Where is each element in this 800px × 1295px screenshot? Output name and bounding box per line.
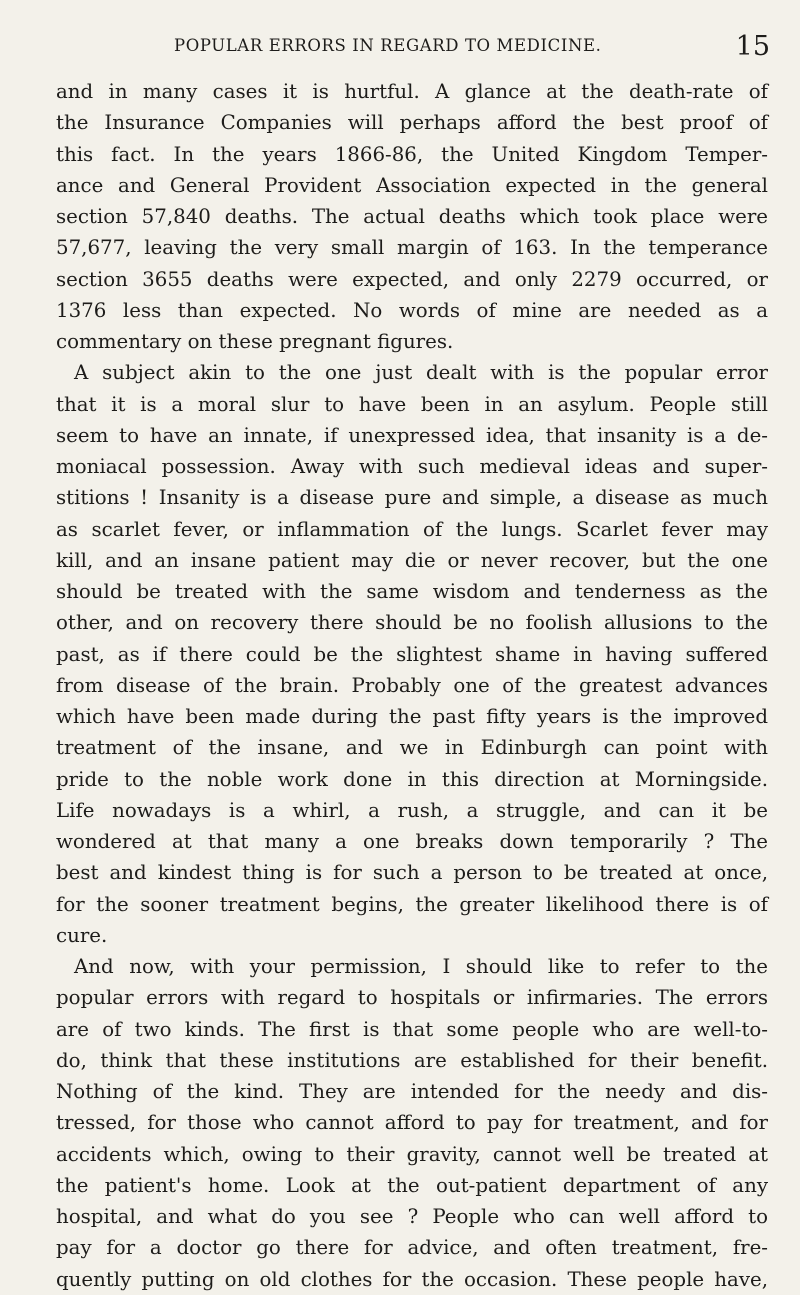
- text-line: as scarlet fever, or inflammation of the lungs. Scarlet fever may: [56, 517, 768, 541]
- text-line: 1376 less than expected. No words of mine are needed as a: [56, 298, 768, 322]
- text-line: A subject akin to the one just dealt with is the popular error: [74, 361, 768, 385]
- running-title: POPULAR ERRORS IN REGARD TO MEDICINE.: [174, 36, 602, 55]
- text-line: seem to have an innate, if unexpressed idea, that insanity is a de-: [56, 423, 768, 447]
- text-line: which have been made during the past fifty years is the improved: [56, 705, 768, 728]
- text-line: stitions ! Insanity is a disease pure and simple, a disease as much: [56, 486, 768, 510]
- paragraph: [56, 951, 768, 1295]
- text-line: popular errors with regard to hospitals or infirmaries. The errors: [56, 986, 768, 1010]
- text-line: Nothing of the kind. They are intended for the needy and dis-: [56, 1080, 768, 1103]
- paragraph: [56, 357, 768, 951]
- text-line: 57,677, leaving the very small margin of 163. In the temperance: [56, 236, 768, 260]
- page-number: 15: [735, 31, 770, 62]
- text-line: the patient's home. Look at the out-patient department of any: [56, 1173, 768, 1197]
- text-line: quently putting on old clothes for the occasion. These people have,: [56, 1267, 768, 1291]
- text-line: best and kindest thing is for such a person to be treated at once,: [56, 861, 768, 885]
- text-line: should be treated with the same wisdom and tenderness as the: [56, 580, 768, 603]
- text-line: past, as if there could be the slightest shame in having suffered: [56, 642, 768, 666]
- text-line: wondered at that many a one breaks down temporarily ? The: [56, 830, 768, 853]
- text-line: from disease of the brain. Probably one of the greatest advances: [56, 673, 768, 697]
- text-line: ance and General Provident Association expected in the general: [56, 173, 768, 197]
- text-line: do, think that these institutions are established for their benefit.: [56, 1048, 768, 1072]
- running-header: [174, 31, 774, 66]
- text-line: cure.: [56, 923, 108, 947]
- text-line: treatment of the insane, and we in Edinburgh can point with: [56, 736, 768, 760]
- text-line: pride to the noble work done in this direction at Morningside.: [56, 767, 768, 791]
- text-line: And now, with your permission, I should like to refer to the: [74, 955, 768, 978]
- text-line: Life nowadays is a whirl, a rush, a struggle, and can it be: [56, 798, 768, 822]
- text-line: the Insurance Companies will perhaps afford the best proof of: [56, 111, 768, 135]
- text-line: and in many cases it is hurtful. A glance at the death-rate of: [56, 80, 768, 103]
- text-line: section 57,840 deaths. The actual deaths which took place were: [56, 205, 768, 228]
- text-line: accidents which, owing to their gravity, cannot well be treated at: [56, 1142, 768, 1166]
- text-line: are of two kinds. The first is that some people who are well-to-: [56, 1017, 768, 1041]
- text-line: pay for a doctor go there for advice, and often treatment, fre-: [56, 1236, 768, 1260]
- paragraph: [56, 76, 768, 357]
- body-text: [56, 76, 768, 1295]
- text-line: other, and on recovery there should be no foolish allusions to the: [56, 611, 768, 635]
- text-line: hospital, and what do you see ? People who can well afford to: [56, 1205, 768, 1228]
- text-line: this fact. In the years 1866-86, the United Kingdom Temper-: [56, 142, 768, 166]
- text-line: for the sooner treatment begins, the greater likelihood there is of: [56, 892, 768, 916]
- text-line: kill, and an insane patient may die or never recover, but the one: [56, 548, 768, 572]
- text-line: moniacal possession. Away with such medieval ideas and super-: [56, 455, 768, 478]
- text-line: commentary on these pregnant figures.: [56, 330, 454, 353]
- text-line: tressed, for those who cannot afford to pay for treatment, and for: [56, 1111, 768, 1135]
- text-line: section 3655 deaths were expected, and only 2279 occurred, or: [56, 267, 768, 291]
- text-line: that it is a moral slur to have been in an asylum. People still: [56, 392, 768, 416]
